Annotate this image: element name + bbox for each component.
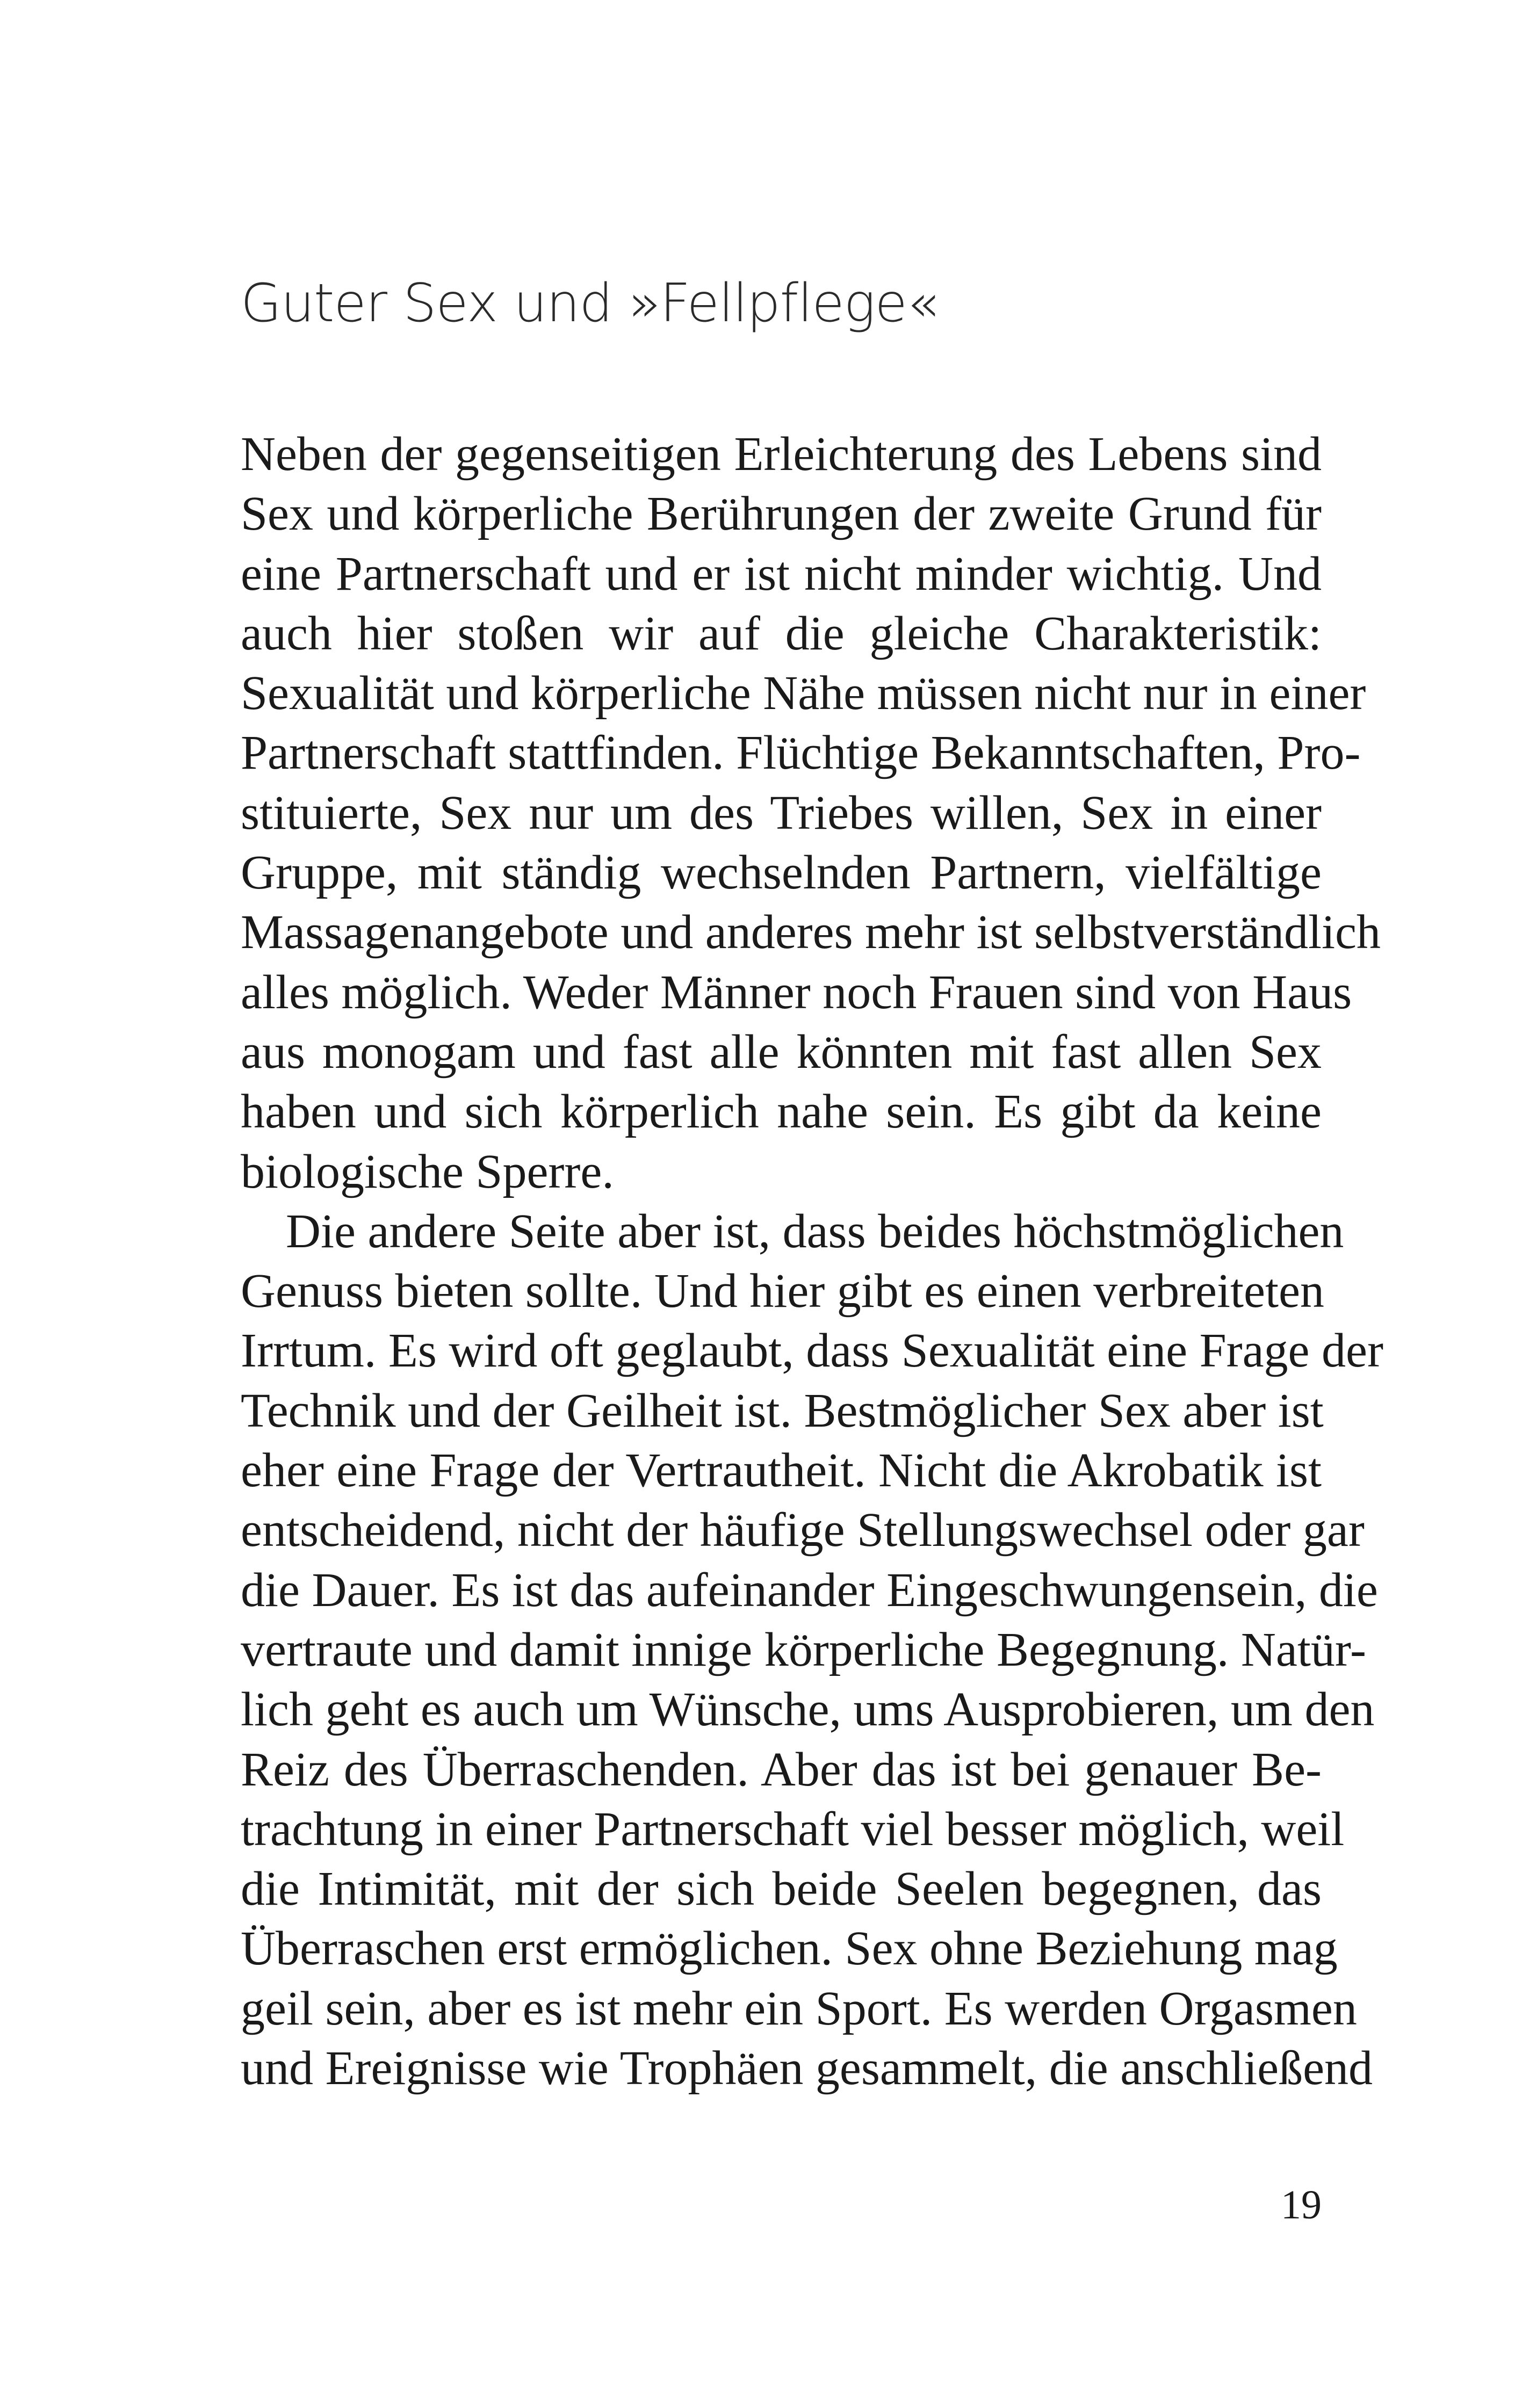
text-line: Neben der gegenseitigen Erleichterung des Lebens sind — [241, 428, 1322, 481]
text-line: Irrtum. Es wird oft geglaubt, dass Sexualität eine Frage der — [241, 1324, 1383, 1378]
chapter-title: Guter Sex und »Fellpflege« — [241, 273, 939, 334]
text-line: geil sein, aber es ist mehr ein Sport. Es werden Orgasmen — [241, 1982, 1357, 2035]
text-line: Technik und der Geilheit ist. Bestmöglicher Sex aber ist — [241, 1384, 1324, 1437]
text-line: alles möglich. Weder Männer noch Frauen sind von Haus — [241, 965, 1352, 1019]
text-line: Die andere Seite aber ist, dass beides höchstmöglichen — [286, 1204, 1344, 1258]
body-text — [241, 424, 1383, 2098]
page-number: 19 — [1281, 2182, 1322, 2228]
text-line: Partnerschaft stattfinden. Flüchtige Bekanntschaften, Pro- — [241, 726, 1361, 780]
text-line: auch hier stoßen wir auf die gleiche Charakteristik: — [241, 606, 1322, 660]
text-line: Reiz des Überraschenden. Aber das ist bei genauer Be- — [241, 1742, 1322, 1796]
text-line: Sex und körperliche Berührungen der zweite Grund für — [241, 487, 1322, 541]
paragraph — [241, 1202, 1383, 2098]
text-line: eher eine Frage der Vertrautheit. Nicht die Akrobatik ist — [241, 1444, 1322, 1498]
text-line: die Intimität, mit der sich beide Seelen begegnen, das — [241, 1862, 1322, 1916]
text-line: biologische Sperre. — [241, 1145, 614, 1198]
text-line: aus monogam und fast alle könnten mit fast allen Sex — [241, 1025, 1322, 1079]
text-line: trachtung in einer Partnerschaft viel besser möglich, weil — [241, 1802, 1345, 1856]
text-line: haben und sich körperlich nahe sein. Es gibt da keine — [241, 1085, 1322, 1139]
text-line: lich geht es auch um Wünsche, ums Ausprobieren, um den — [241, 1683, 1375, 1737]
text-line: die Dauer. Es ist das aufeinander Eingeschwungensein, die — [241, 1563, 1378, 1617]
text-line: Genuss bieten sollte. Und hier gibt es einen verbreiteten — [241, 1264, 1324, 1318]
paragraph — [241, 424, 1381, 1202]
text-line: Massagenangebote und anderes mehr ist selbstverständlich — [241, 906, 1381, 959]
text-line: Gruppe, mit ständig wechselnden Partnern, vielfältige — [241, 846, 1322, 900]
text-line: entscheidend, nicht der häufige Stellungswechsel oder gar — [241, 1503, 1365, 1557]
text-line: stituierte, Sex nur um des Triebes willen, Sex in einer — [241, 786, 1322, 840]
text-line: und Ereignisse wie Trophäen gesammelt, die anschließend — [241, 2042, 1373, 2095]
text-line: Sexualität und körperliche Nähe müssen nicht nur in einer — [241, 667, 1366, 720]
text-line: eine Partnerschaft und er ist nicht minder wichtig. Und — [241, 547, 1322, 601]
text-line: vertraute und damit innige körperliche Begegnung. Natür- — [241, 1623, 1367, 1676]
text-line: Überraschen erst ermöglichen. Sex ohne Beziehung mag — [241, 1922, 1338, 1976]
